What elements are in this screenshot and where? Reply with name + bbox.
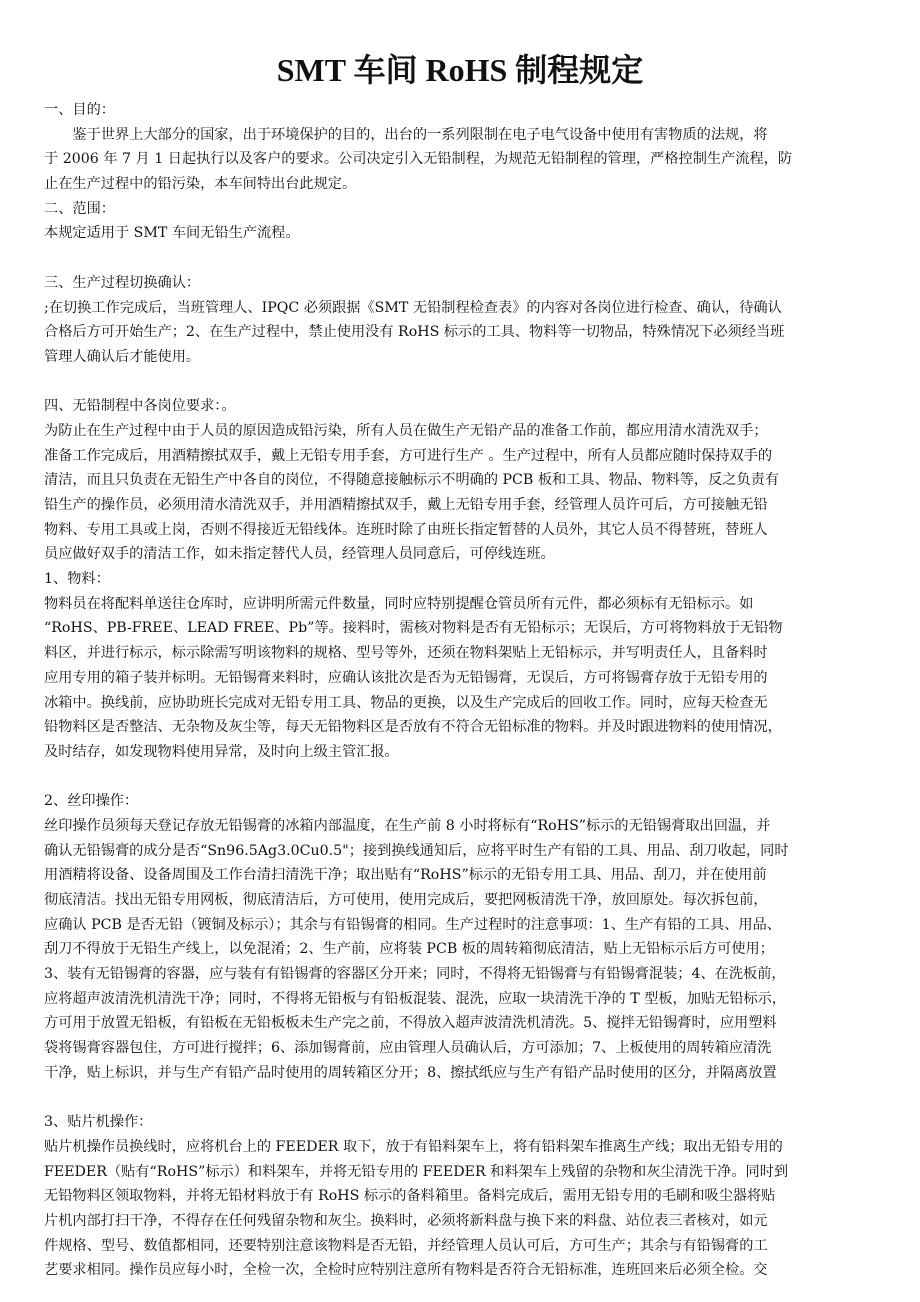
text-line: 3、贴片机操作：: [44, 1114, 153, 1131]
document-body: [44, 98, 876, 1283]
text-line: 应用专用的箱子装并标明。无铅锡膏来料时，应确认该批次是否为无铅锡膏，无误后，方可将锡膏存放于无铅专用的: [44, 669, 768, 686]
text-line: 2、丝印操作：: [44, 793, 139, 810]
text-line: 3、装有无铅锡膏的容器，应与装有有铅锡膏的容器区分开来；同时，不得将无铅锡膏与有铅锡膏混装；4、在洗板前，: [44, 966, 786, 983]
text-line: 准备工作完成后，用酒精擦拭双手，戴上无铅专用手套，方可进行生产 。生产过程中，所有人员都应随时保持双手的: [44, 447, 773, 464]
text-line: 物料员在将配料单送往仓库时，应讲明所需元件数量，同时应特别提醒仓管员所有元件，都必须标有无铅标示。如: [44, 595, 754, 612]
text-line: “RoHS、PB-FREE、LEAD FREE、Pb”等。接料时，需核对物料是否有无铅标示；无误后，方可将物料放于无铅物: [44, 620, 783, 637]
text-line: ;在切换工作完成后，当班管理人、IPQC 必须跟据《SMT 无铅制程检查表》的内容对各岗位进行检查、确认，待确认: [44, 299, 782, 316]
document-title: SMT 车间 RoHS 制程规定: [276, 52, 644, 88]
text-line: 干净，贴上标识，并与生产有铅产品时使用的周转箱区分开；8、擦拭纸应与生产有铅产品时使用的区分，并隔离放置: [44, 1064, 777, 1081]
text-line: 物料、专用工具或上岗，否则不得接近无铅线体。连班时除了由班长指定暂替的人员外，其它人员不得替班，替班人: [44, 521, 768, 538]
blank-line: [44, 1086, 876, 1111]
text-line: 及时结存，如发现物料使用异常，及时向上级主管汇报。: [44, 743, 399, 760]
text-line: 清洁，而且只负责在无铅生产中各自的岗位，不得随意接触标示不明确的 PCB 板和工具、物品、物料等，反之负责有: [44, 472, 780, 489]
text-line: 应将超声波清洗机清洗干净；同时，不得将无铅板与有铅板混装、混洗，应取一块清洗干净的 T 型板，加贴无铅标示，: [44, 990, 787, 1007]
text-line: 鉴于世界上大部分的国家，出于环境保护的目的，出台的一系列限制在电子电气设备中使用有害物质的法规，将: [72, 126, 768, 143]
text-line: 无铅物料区领取物料，并将无铅材料放于有 RoHS 标示的备料箱里。备料完成后，需用无铅专用的毛刷和吸尘器将贴: [44, 1188, 776, 1205]
text-line: 丝印操作员须每天登记存放无铅锡膏的冰箱内部温度，在生产前 8 小时将标有“RoHS”标示的无铅锡膏取出回温，并: [44, 817, 771, 834]
text-line: 三、生产过程切换确认：: [44, 274, 201, 291]
text-line: 贴片机操作员换线时，应将机台上的 FEEDER 取下，放于有铅料架车上，将有铅料架车推离生产线；取出无铅专用的: [44, 1138, 783, 1155]
text-line: 用酒精将设备、设备周围及工作台清扫清洗干净；取出贴有“RoHS”标示的无铅专用工具、用品、刮刀，并在使用前: [44, 867, 767, 884]
blank-line: [44, 370, 876, 395]
text-line: 彻底清洁。找出无铅专用网板，彻底清洁后，方可使用，使用完成后，要把网板清洗干净，放回原处。每次拆包前，: [44, 892, 768, 908]
blank-line: [44, 246, 876, 271]
text-line: 艺要求相同。操作员应每小时，全检一次，全检时应特别注意所有物料是否符合无铅标准，连班回来后必须全检。交: [44, 1262, 768, 1279]
text-line: 铅生产的操作员，必须用清水清洗双手，并用酒精擦拭双手，戴上无铅专用手套，经管理人员许可后，方可接触无铅: [44, 497, 768, 513]
text-line: 1、物料：: [44, 571, 110, 588]
text-line: 片机内部打扫干净，不得存在任何残留杂物和灰尘。换料时，必须将新料盘与换下来的料盘、站位表三者核对，如元: [44, 1212, 768, 1229]
text-line: 袋将锡膏容器包住，方可进行搅拌；6、添加锡膏前，应由管理人员确认后，方可添加；7、上板使用的周转箱应清洗: [44, 1040, 772, 1057]
text-line: 刮刀不得放于无铅生产线上，以免混淆；2、生产前，应将装 PCB 板的周转箱彻底清洁，贴上无铅标示后方可使用；: [44, 941, 774, 958]
text-line: 件规格、型号、数值都相同，还要特别注意该物料是否无铅，并经管理人员认可后，方可生产；其余与有铅锡膏的工: [44, 1237, 768, 1254]
text-line: 一、目的：: [44, 102, 115, 118]
text-line: 二、范围：: [44, 200, 115, 217]
text-line: 为防止在生产过程中由于人员的原因造成铅污染，所有人员在做生产无铅产品的准备工作前，都应用清水清洗双手；: [44, 422, 768, 439]
text-line: 方可用于放置无铅板，有铅板在无铅板板未生产完之前，不得放入超声波清洗机清洗。5、搅拌无铅锡膏时，应用塑料: [44, 1015, 777, 1032]
text-line: 管理人确认后才能使用。: [44, 348, 201, 365]
text-line: 四、无铅制程中各岗位要求：。: [44, 398, 236, 415]
text-line: 确认无铅锡膏的成分是否“Sn96.5Ag3.0Cu0.5"；接到换线通知后，应将平时生产有铅的工具、用品、刮刀收起，同时: [44, 842, 789, 859]
blank-line: [44, 765, 876, 790]
text-line: 员应做好双手的清洁工作，如未指定替代人员，经管理人员同意后，可停线连班。: [44, 546, 555, 563]
text-line: 铅物料区是否整洁、无杂物及灰尘等，每天无铅物料区是否放有不符合无铅标准的物料。并及时跟进物料的使用情况，: [44, 719, 782, 736]
text-line: 止在生产过程中的铅污染，本车间特出台此规定。: [44, 176, 357, 193]
text-line: 于 2006 年 7 月 1 日起执行以及客户的要求。公司决定引入无铅制程，为规范无铅制程的管理，严格控制生产流程，防: [44, 151, 793, 168]
text-line: 本规定适用于 SMT 车间无铅生产流程。: [44, 225, 300, 242]
text-line: FEEDER（贴有“RoHS”标示）和料架车，并将无铅专用的 FEEDER 和料架车上残留的杂物和灰尘清洗干净。同时到: [44, 1163, 789, 1180]
text-line: 应确认 PCB 是否无铅（镀铜及标示）；其余与有铅锡膏的相同。生产过程时的注意事项：1、生产有铅的工具、用品、: [44, 916, 781, 933]
text-line: 料区，并进行标示，标示除需写明该物料的规格、型号等外，还须在物料架贴上无铅标示，并写明责任人，且备料时: [44, 645, 768, 662]
text-line: 合格后方可开始生产；2、在生产过程中，禁止使用没有 RoHS 标示的工具、物料等一切物品，特殊情况下必须经当班: [44, 324, 785, 341]
text-line: 冰箱中。换线前，应协助班长完成对无铅专用工具、物品的更换，以及生产完成后的回收工作。同时，应每天检查无: [44, 694, 768, 711]
